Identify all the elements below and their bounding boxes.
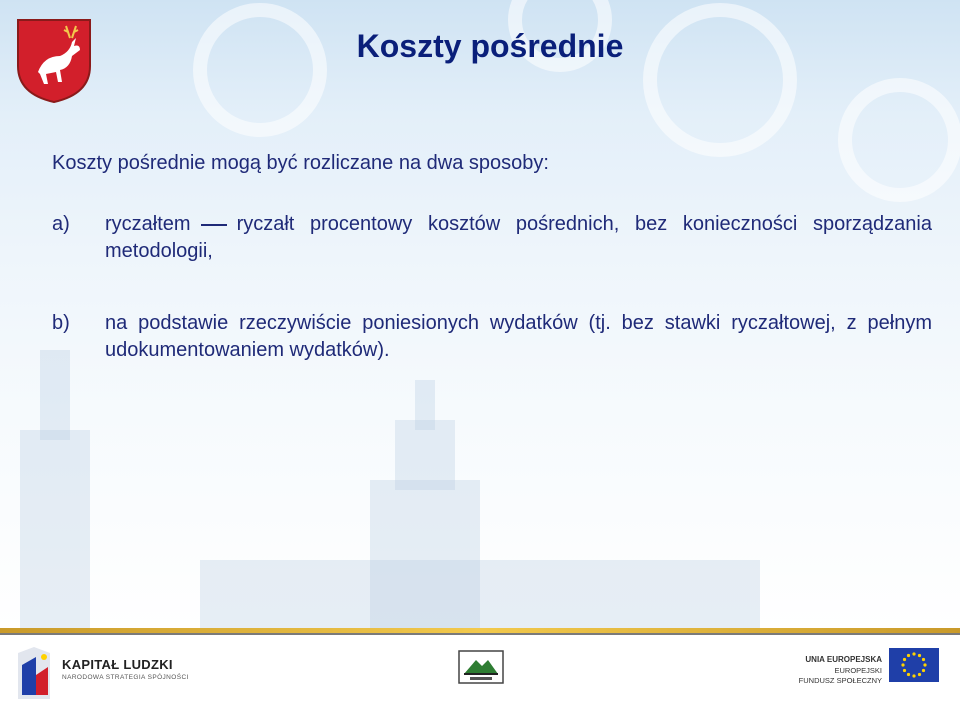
eu-label: UNIA EUROPEJSKA bbox=[805, 655, 882, 664]
list-item bbox=[52, 211, 932, 265]
list-marker: b) bbox=[52, 312, 70, 334]
list-item bbox=[52, 310, 932, 364]
dash-separator bbox=[201, 224, 227, 226]
eu-flag-icon bbox=[889, 648, 939, 682]
list-marker: a) bbox=[52, 213, 70, 235]
item-term: ryczałtem bbox=[105, 213, 191, 235]
item-text: na podstawie rzeczywiście poniesionych wydatków (tj. bez stawki ryczałtowej, z pełnym udokumentowaniem wydatków). bbox=[105, 312, 932, 361]
lublin-crest-icon bbox=[14, 16, 94, 104]
slide-title: Koszty pośrednie bbox=[356, 28, 624, 64]
intro-text: Koszty pośrednie mogą być rozliczane na dwa sposoby: bbox=[52, 152, 549, 174]
kapital-ludzki-title: KAPITAŁ LUDZKI bbox=[62, 657, 173, 672]
labour-office-logo-icon bbox=[458, 650, 504, 684]
eu-fund-label: EUROPEJSKI bbox=[834, 666, 882, 675]
kapital-ludzki-logo-icon bbox=[14, 645, 54, 701]
item-text: ryczałt procentowy kosztów pośrednich, bez konieczności sporządzania metodologii, bbox=[105, 213, 932, 262]
kapital-ludzki-subtitle: NARODOWA STRATEGIA SPÓJNOŚCI bbox=[62, 674, 189, 681]
eu-fund-label: FUNDUSZ SPOŁECZNY bbox=[798, 676, 882, 685]
